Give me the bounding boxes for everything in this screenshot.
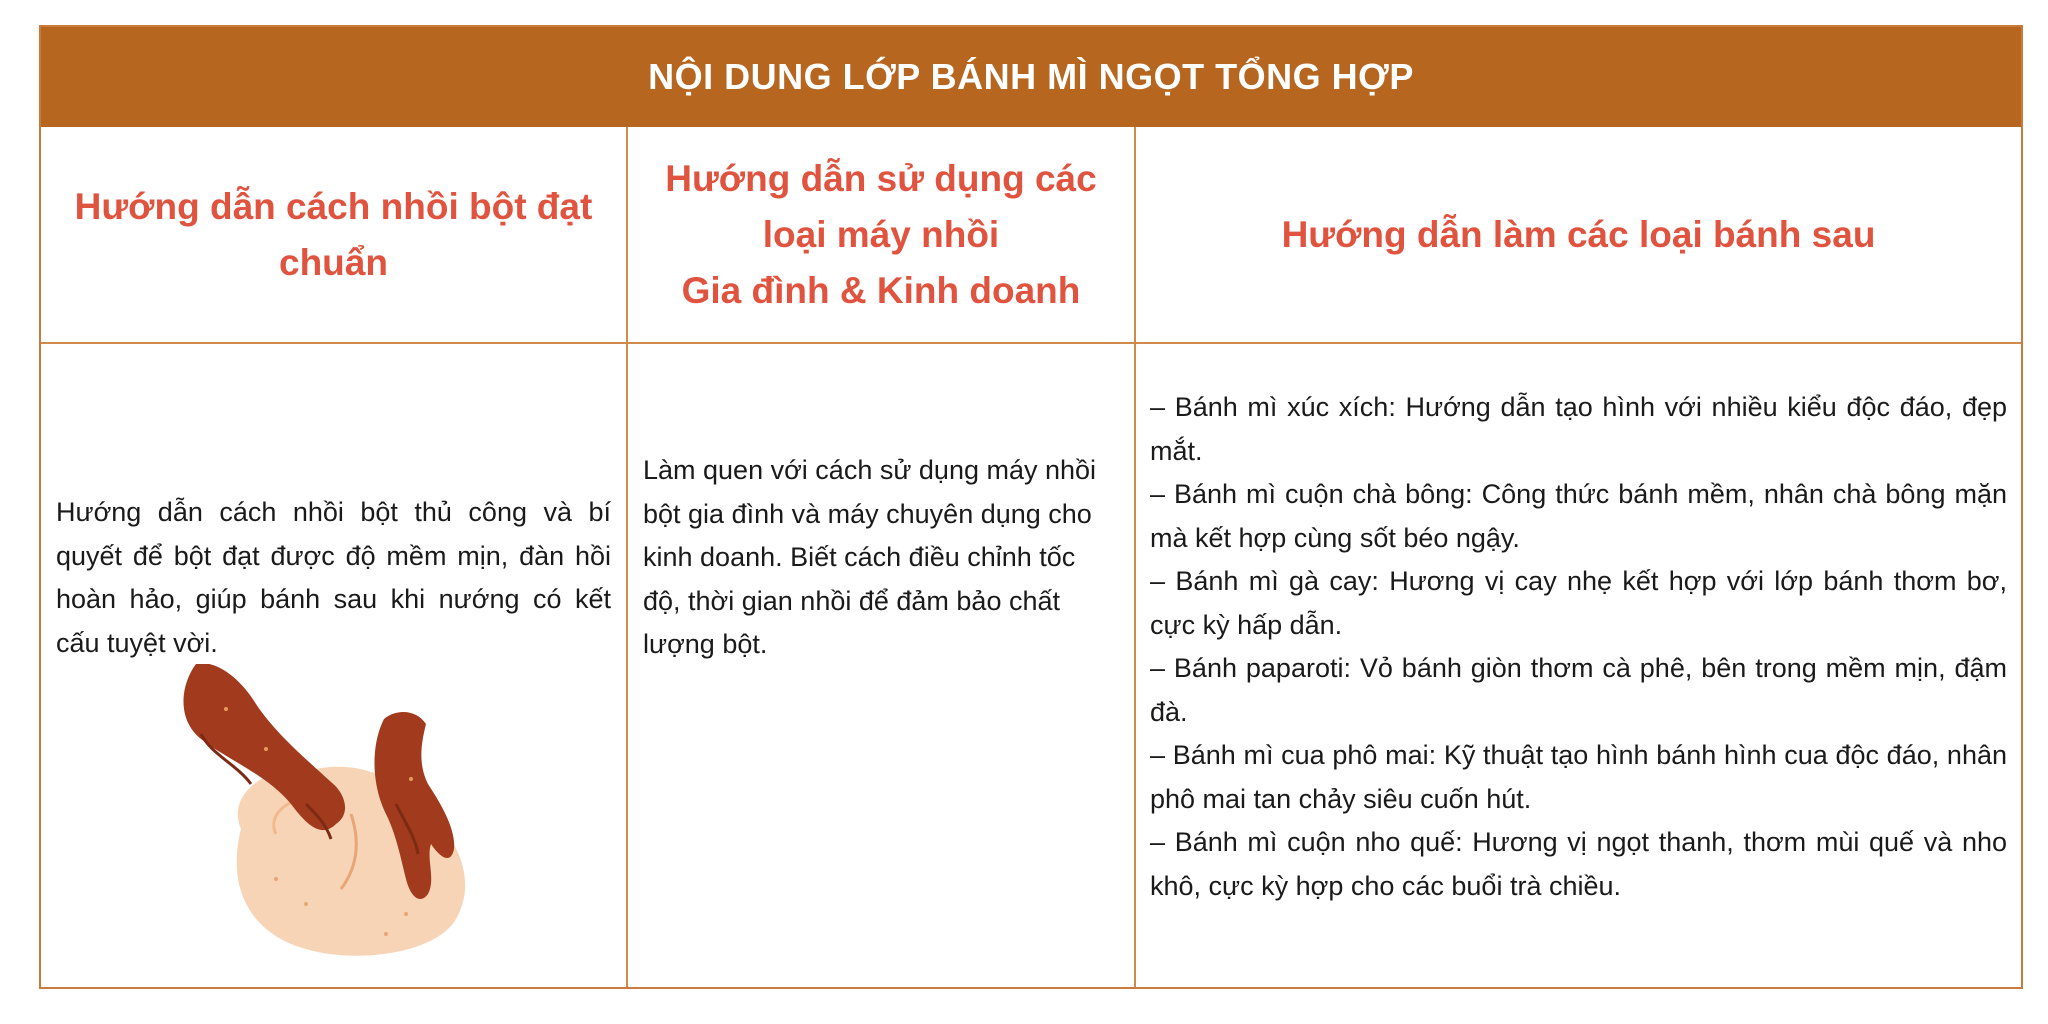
heading-line: Hướng dẫn làm các loại bánh sau — [1281, 213, 1876, 255]
machines-description: Làm quen với cách sử dụng máy nhồi bột gia đình và máy chuyên dụng cho kinh doanh. Biết cách điều chỉnh tốc độ, thời gian nhồi để đảm bảo chất lượng bột. — [643, 455, 1097, 659]
heading-line: Hướng dẫn sử dụng các — [665, 157, 1097, 199]
column-heading-kneading — [41, 127, 626, 342]
list-item: – Bánh paparoti: Vỏ bánh giòn thơm cà phê, bên trong mềm mịn, đậm đà. — [1150, 653, 2007, 727]
table-title-text: NỘI DUNG LỚP BÁNH MÌ NGỌT TỔNG HỢP — [648, 56, 1414, 97]
heading-line: loại máy nhồi — [762, 213, 1000, 255]
course-content-table — [39, 25, 2023, 989]
heading-line: Gia đình & Kinh doanh — [681, 269, 1081, 311]
column-heading-machines — [628, 127, 1134, 342]
heading-line: chuẩn — [279, 241, 388, 283]
list-item: – Bánh mì cuộn chà bông: Công thức bánh mềm, nhân chà bông mặn mà kết hợp cùng sốt béo ngậy. — [1150, 479, 2007, 553]
heading-line: Hướng dẫn cách nhồi bột đạt — [74, 185, 593, 227]
list-item: – Bánh mì gà cay: Hương vị cay nhẹ kết hợp với lớp bánh thơm bơ, cực kỳ hấp dẫn. — [1150, 566, 2007, 640]
bread-list — [1150, 386, 2007, 908]
column-body-machines — [628, 344, 1134, 987]
column-body-kneading — [41, 344, 626, 987]
table-title — [41, 27, 2021, 127]
hands-kneading-dough-icon — [156, 664, 536, 964]
list-item: – Bánh mì cuộn nho quế: Hương vị ngọt thanh, thơm mùi quế và nho khô, cực kỳ hợp cho các buổi trà chiều. — [1150, 827, 2007, 901]
list-item: – Bánh mì xúc xích: Hướng dẫn tạo hình với nhiều kiểu độc đáo, đẹp mắt. — [1150, 392, 2007, 466]
kneading-description: Hướng dẫn cách nhồi bột thủ công và bí quyết để bột đạt được độ mềm mịn, đàn hồi hoàn hảo, giúp bánh sau khi nướng có kết cấu tuyệt vời. — [56, 497, 611, 658]
list-item: – Bánh mì cua phô mai: Kỹ thuật tạo hình bánh hình cua độc đáo, nhân phô mai tan chảy siêu cuốn hút. — [1150, 740, 2007, 814]
column-body-breads — [1136, 344, 2021, 987]
column-heading-breads — [1136, 127, 2021, 342]
